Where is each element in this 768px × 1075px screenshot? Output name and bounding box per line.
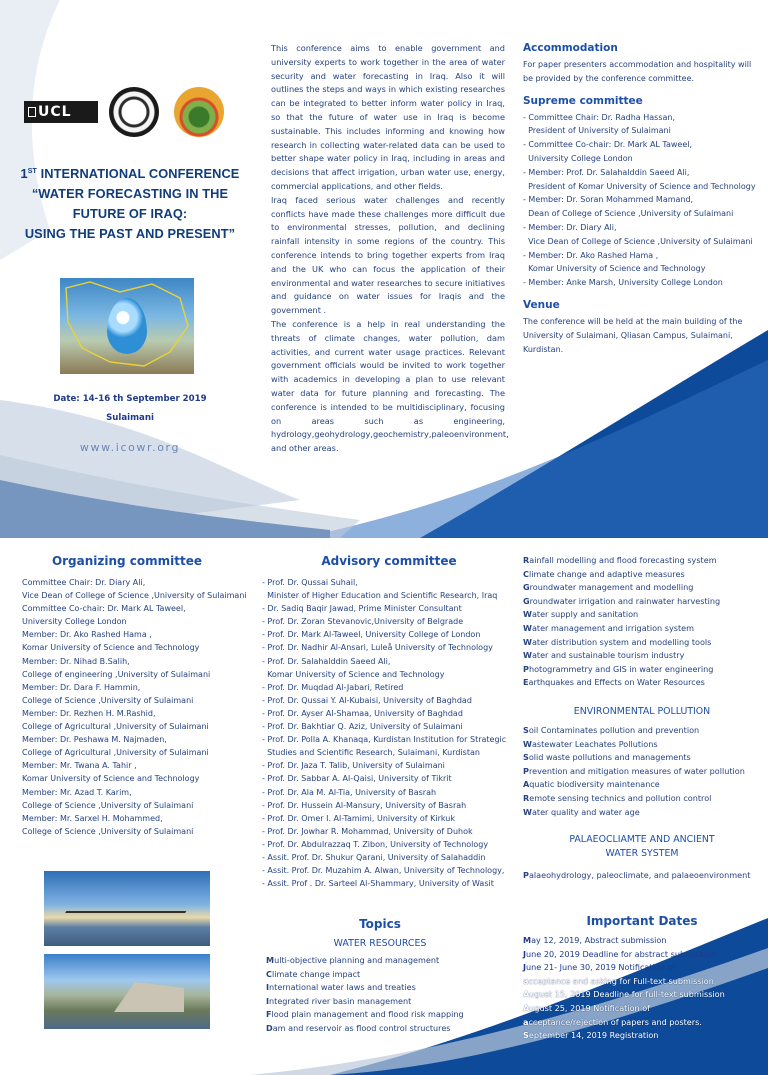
important-date-line: June 20, 2019 Deadline for abstract submission: [523, 948, 716, 959]
organizing-committee-line: Member: Mr. Twana A. Tahir ,: [22, 761, 137, 771]
organizing-committee-line: Member: Dr. Rezhen H. M.Rashid,: [22, 708, 156, 718]
supreme-committee-line: Komar University of Science and Technology: [523, 264, 706, 274]
advisory-committee-line: - Assit. Prof. Dr. Muzahim A. Alwan, University of Technology,: [262, 866, 505, 876]
intro-paragraph-1: This conference aims to enable government and university experts to work together in the area of water security and water forecasting in Iraq. Also it will outlines the steps and ways in which existing researches can be integrated to better inform water policy in Iraq, so that the future of water use in Iraq is become sustainable. This includes informing and knowing how research in collecting water-related data can be used to better shape water policy in Iraq, including in areas and decisions that affect irrigation, urban water use, energy, commercial applications, and other fields.: [271, 43, 505, 191]
topic-item: Water quality and water age: [523, 806, 640, 817]
topic-item: Integrated river basin management: [266, 995, 412, 1006]
organizing-committee-line: Komar University of Science and Technology: [22, 643, 200, 653]
advisory-committee-line: - Prof. Dr. Zoran Stevanovic,University of Belgrade: [262, 617, 464, 627]
supreme-committee-line: - Committee Co-chair: Dr. Mark AL Taweel,: [523, 140, 693, 150]
date-text: Date: 14-16 th September 2019: [53, 394, 207, 404]
important-dates-list: [523, 934, 761, 1043]
accommodation-text: For paper presenters accommodation and hospitality will be provided by the conference committee.: [523, 60, 752, 83]
komar-university-logo-icon: [174, 87, 224, 137]
partner-logos: [24, 85, 234, 145]
important-date-line: May 12, 2019, Abstract submission: [523, 935, 667, 945]
topic-item: Water management and irrigation system: [523, 622, 694, 633]
palaeoclimate-rest: alaeohydrology, paleoclimate, and palaeoenvironment: [528, 870, 751, 880]
advisory-committee-line: Komar University of Science and Technology: [262, 669, 445, 679]
water-resources-list-continued: [523, 554, 761, 690]
advisory-committee-line: - Prof. Dr. Jowhar R. Mohammad, University of Duhok: [262, 826, 473, 836]
topic-item: Groundwater management and modelling: [523, 582, 694, 593]
important-date-line: acceptance and asking for Full-text submission: [523, 975, 714, 986]
organizing-committee-line: Committee Chair: Dr. Diary Ali,: [22, 578, 146, 587]
important-date-line: August 15, 2019 Deadline for full-text submission: [523, 989, 725, 1000]
organizing-committee-line: University College London: [22, 617, 127, 627]
advisory-committee-line: - Prof. Dr. Hussein Al-Mansury, University of Basrah: [262, 800, 467, 810]
organizing-committee-line: Komar University of Science and Technology: [22, 774, 200, 784]
organizing-committee-line: College of Agricultural ,University of Sulaimani: [22, 722, 209, 732]
intro-text: [271, 42, 509, 456]
title-line2: “WATER FORECASTING IN THE FUTURE OF IRAQ:: [31, 186, 229, 221]
supreme-committee-line: - Member: Prof. Dr. Salahalddin Saeed Ali,: [523, 167, 690, 177]
advisory-committee-line: - Prof. Dr. Ala M. Al-Tia, University of Basrah: [262, 787, 437, 797]
advisory-committee-line: - Assit. Prof . Dr. Sarteel Al-Shammary, University of Wasit: [262, 879, 494, 889]
important-date-line: September 14, 2019 Registration: [523, 1030, 659, 1041]
advisory-committee-line: - Prof. Dr. Salahalddin Saeed Ali,: [262, 656, 391, 666]
topic-item: Climate change impact: [266, 968, 361, 979]
brochure-inner-side: [0, 538, 768, 1075]
venue-text: The conference will be held at the main building of the University of Sulaimani, Qliasan Campus, Sulaimani, Kurdistan.: [523, 316, 743, 354]
palaeoclimate-initial: P: [523, 870, 529, 880]
advisory-committee-line: - Prof. Dr. Abdulrazzaq T. Zibon, University of Technology: [262, 839, 489, 849]
supreme-committee-line: Dean of College of Science ,University of Sulaimani: [523, 209, 734, 219]
supreme-committee-line: - Member: Dr. Ako Rashed Hama ,: [523, 250, 659, 260]
title-ordinal: 1: [20, 166, 28, 181]
conference-title: [10, 162, 250, 244]
advisory-committee-line: - Prof. Dr. Ayser Al-Shamaa, University of Baghdad: [262, 708, 463, 718]
topic-item: Solid waste pollutions and managements: [523, 752, 691, 763]
supreme-committee-list: [523, 111, 761, 290]
supreme-committee-line: University College London: [523, 153, 633, 163]
intro-paragraph-3: The conference is a help in real understanding the threats of climate changes, water pollution, dam activities, and current water usage practices. Relevant government officials would be invited to work together with academics in developing a plan to use relevant water data for future planning and forecasting. The conference is intended to be multidisciplinary, focusing on areas such as engineering, hydrology,geohydrology,geochemistry,paleoenvironment, and other areas.: [271, 318, 509, 454]
advisory-committee-line: - Assit. Prof. Dr. Shukur Qarani, University of Salahaddin: [262, 852, 486, 862]
organizing-committee-line: Vice Dean of College of Science ,University of Sulaimani: [22, 591, 247, 601]
organizing-committee-line: College of Agricultural ,University of Sulaimani: [22, 748, 209, 758]
advisory-committee-line: Minister of Higher Education and Scientific Research, Iraq: [262, 591, 498, 601]
water-resources-list: [266, 954, 502, 1036]
title-line1: INTERNATIONAL CONFERENCE: [40, 166, 240, 181]
palaeoclimate-heading-line2: WATER SYSTEM: [605, 848, 679, 859]
advisory-committee-line: - Dr. Sadiq Baqir Jawad, Prime Minister Consultant: [262, 604, 462, 614]
organizing-committee-line: Committee Co-chair: Dr. Mark AL Taweel,: [22, 604, 186, 614]
supreme-committee-heading: Supreme committee: [523, 94, 643, 107]
university-of-sulaimani-seal-icon: [109, 87, 159, 137]
supreme-committee-line: - Member: Dr. Soran Mohammed Mamand,: [523, 195, 694, 205]
website-link[interactable]: www.icowr.org: [79, 441, 181, 454]
organizing-committee-line: Member: Dr. Nihad B.Salih,: [22, 656, 130, 666]
advisory-committee-line: - Prof. Dr. Sabbar A. Al-Qaisi, University of Tikrit: [262, 774, 452, 784]
advisory-committee-list: [262, 576, 516, 890]
advisory-committee-line: - Prof. Dr. Polla A. Khanaqa, Kurdistan Institution for Strategic: [262, 735, 507, 745]
organizing-committee-line: Member: Dr. Dara F. Hammin,: [22, 682, 141, 692]
supreme-committee-line: President of Komar University of Science and Technology: [523, 181, 756, 191]
important-date-line: August 25, 2019 Notification of: [523, 1002, 651, 1013]
supreme-committee-line: President of University of Sulaimani: [523, 126, 671, 136]
important-date-line: acceptance/rejection of papers and posters.: [523, 1016, 702, 1027]
dam-photo: [44, 954, 210, 1029]
organizing-committee-line: Member: Mr. Sarxel H. Mohammed,: [22, 813, 163, 823]
advisory-committee-line: Studies and Scientific Research, Sulaimani, Kurdistan: [262, 748, 480, 758]
organizing-committee-line: Member: Mr. Azad T. Karim,: [22, 787, 132, 797]
environmental-pollution-heading: ENVIRONMENTAL POLLUTION: [573, 706, 711, 717]
topic-item: Rainfall modelling and flood forecasting system: [523, 555, 717, 565]
info-column: [523, 42, 761, 356]
environmental-pollution-list: [523, 724, 761, 819]
topic-item: Multi-objective planning and management: [266, 955, 440, 965]
supreme-committee-line: - Committee Chair: Dr. Radha Hassan,: [523, 112, 675, 122]
advisory-committee-line: - Prof. Dr. Bakhtiar Q. Aziz, University of Sulaimani: [262, 722, 463, 732]
advisory-committee-line: - Prof. Dr. Muqdad Al-Jabari, Retired: [262, 682, 404, 692]
organizing-committee-line: Member: Dr. Peshawa M. Najmaden,: [22, 735, 167, 745]
topics-heading: Topics: [359, 917, 401, 931]
supreme-committee-line: - Member: Anke Marsh, University College London: [523, 278, 723, 288]
important-dates-heading: Important Dates: [586, 914, 698, 928]
water-drop-illustration: [60, 278, 194, 374]
palaeoclimate-text: [523, 870, 761, 880]
advisory-committee-line: - Prof. Dr. Mark Al-Taweel, University College of London: [262, 630, 481, 640]
water-resources-heading: WATER RESOURCES: [333, 938, 427, 949]
topic-item: Remote sensing technics and pollution control: [523, 792, 712, 803]
city-text: Sulaimani: [106, 413, 154, 423]
palaeoclimate-heading: [523, 833, 761, 861]
organizing-committee-list: [22, 576, 254, 838]
advisory-committee-line: - Prof. Dr. Qussai Suhail,: [262, 578, 358, 587]
organizing-committee-line: Member: Dr. Ako Rashed Hama ,: [22, 630, 152, 640]
ucl-logo: [24, 101, 98, 123]
advisory-committee-line: - Prof. Dr. Jaza T. Talib, University of Sulaimani: [262, 761, 445, 771]
topic-item: International water laws and treaties: [266, 982, 416, 993]
accommodation-heading: Accommodation: [523, 42, 618, 54]
supreme-committee-line: Vice Dean of College of Science ,University of Sulaimani: [523, 236, 753, 246]
organizing-committee-line: College of Science ,University of Sulaimani: [22, 826, 194, 836]
topic-item: Water and sustainable tourism industry: [523, 650, 685, 661]
topic-item: Aquatic biodiversity maintenance: [523, 779, 660, 790]
topic-item: Groundwater irrigation and rainwater harvesting: [523, 595, 721, 606]
topic-item: Photogrammetry and GIS in water engineering: [523, 663, 714, 674]
advisory-committee-line: - Prof. Dr. Omer I. Al-Tamimi, University of Kirkuk: [262, 813, 455, 823]
topic-item: Wastewater Leachates Pollutions: [523, 738, 658, 749]
topic-item: Earthquakes and Effects on Water Resources: [523, 677, 705, 688]
organizing-committee-line: College of engineering ,University of Sulaimani: [22, 669, 211, 679]
topic-item: Water supply and sanitation: [523, 609, 639, 620]
topic-item: Climate change and adaptive measures: [523, 568, 685, 579]
advisory-committee-heading: Advisory committee: [321, 554, 457, 568]
organizing-committee-line: College of Science ,University of Sulaimani: [22, 695, 194, 705]
topic-item: Flood plain management and flood risk mapping: [266, 1009, 464, 1020]
ucl-logo-text: UCL: [38, 104, 72, 120]
organizing-committee-line: College of Science ,University of Sulaimani: [22, 800, 194, 810]
title-ordinal-suffix: ST: [27, 168, 37, 175]
topic-item: Water distribution system and modelling tools: [523, 636, 712, 647]
conference-date: [40, 390, 220, 428]
venue-heading: Venue: [523, 298, 560, 311]
important-date-line: June 21- June 30, 2019 Notification of: [523, 962, 676, 973]
river-boat-photo: [44, 871, 210, 946]
palaeoclimate-heading-line1: PALAEOCLIAMTE AND ANCIENT: [569, 834, 715, 845]
intro-paragraph-2: Iraq faced serious water challenges and recently conflicts have made these challenges more difficult due to environmental stresses, pollution, and declining rainfall intensity in some regions of the country. This conference intends to bring together experts from Iraq and the UK who can focus the application of their environmental and water researches to secure initiatives and guidance on water issues for Iraqis and the government .: [271, 194, 505, 316]
organizing-committee-heading: Organizing committee: [51, 554, 203, 568]
topic-item: Soil Contaminates pollution and prevention: [523, 725, 700, 735]
topic-item: Prevention and mitigation measures of water pollution: [523, 765, 745, 776]
advisory-committee-line: - Prof. Dr. Qussai Y. Al-Kubaisi, University of Baghdad: [262, 695, 472, 705]
supreme-committee-line: - Member: Dr. Diary Ali,: [523, 222, 617, 232]
topic-item: Dam and reservoir as flood control structures: [266, 1022, 451, 1033]
advisory-committee-line: - Prof. Dr. Nadhir Al-Ansari, Luleå University of Technology: [262, 643, 493, 653]
title-line3: USING THE PAST AND PRESENT”: [24, 226, 236, 241]
